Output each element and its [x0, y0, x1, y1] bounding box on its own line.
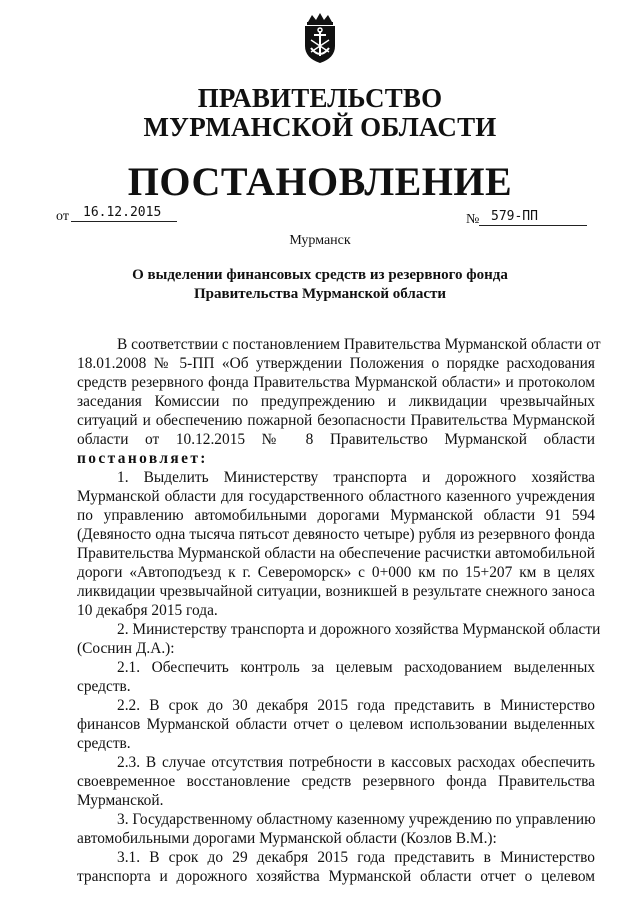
body-line: финансов Мурманской области отчет о целевом использовании выделенных	[77, 716, 595, 733]
body-line: 10 декабря 2015 года.	[77, 602, 218, 619]
subject-line1: О выделении финансовых средств из резервного фонда	[132, 267, 508, 283]
document-type-title: ПОСТАНОВЛЕНИЕ	[127, 159, 513, 204]
body-line: по управлению автомобильными дорогами Мурманской области 91 594	[77, 507, 595, 524]
body-line: (Соснин Д.А.):	[77, 640, 175, 657]
murmansk-coat-of-arms-icon	[300, 12, 340, 64]
subject-line2: Правительства Мурманской области	[193, 286, 447, 302]
body-line: 2.3. В случае отсутствия потребности в кассовых расходах обеспечить	[117, 754, 595, 771]
body-line: области от 10.12.2015 № 8 Правительство Мурманской области	[77, 431, 595, 448]
body-line: 3.1. В срок до 29 декабря 2015 года представить в Министерство	[117, 849, 595, 866]
body-line: Правительства Мурманской области на обеспечение расчистки автомобильной	[77, 545, 595, 562]
date-value: 16.12.2015	[71, 205, 177, 222]
body-line: (Девяносто одна тысяча пятьсот девяносто четыре) рубля из резервного фонда	[77, 526, 595, 543]
body-line: транспорта и дорожного хозяйства Мурманской области отчет о целевом	[77, 868, 595, 885]
body-line: своевременное восстановление средств резервного фонда Правительства	[77, 773, 595, 790]
body-line: 3. Государственному областному казенному учреждению по управлению	[117, 811, 596, 828]
body-line: ликвидации чрезвычайной ситуации, возникшей в результате снежного заноса	[77, 583, 595, 600]
city-name: Мурманск	[289, 233, 351, 248]
body-line: дороги «Автоподъезд к г. Североморск» с 0+000 км по 15+207 км в целях	[77, 564, 595, 581]
body-line: Мурманской области для государственного областного казенного учреждения	[77, 488, 595, 505]
body-line: 2.1. Обеспечить контроль за целевым расходованием выделенных	[117, 659, 595, 676]
body-line: 2.2. В срок до 30 декабря 2015 года представить в Министерство	[117, 697, 595, 714]
body-line: автомобильными дорогами Мурманской области (Козлов В.М.):	[77, 830, 497, 847]
body-line: заседания Комиссии по предупреждению и ликвидации чрезвычайных	[77, 393, 595, 410]
body-line: 1. Выделить Министерству транспорта и дорожного хозяйства	[117, 469, 595, 486]
body-line: В соответствии с постановлением Правительства Мурманской области от	[117, 336, 601, 353]
body-line-resolves: постановляет:	[77, 450, 208, 467]
body-line: средств.	[77, 735, 131, 752]
body-line: 18.01.2008 № 5-ПП «Об утверждении Положения о порядке расходования	[77, 355, 595, 372]
body-line: средств.	[77, 678, 131, 695]
date-label: от	[56, 209, 69, 224]
number-label: №	[466, 212, 480, 227]
body-line: 2. Министерству транспорта и дорожного хозяйства Мурманской области	[117, 621, 601, 638]
body-line: средств резервного фонда Правительства Мурманской области» и протоколом	[77, 374, 595, 391]
body-line: ситуаций и обеспечению пожарной безопасности Правительства Мурманской	[77, 412, 595, 429]
document-number: 579-ПП	[479, 209, 587, 226]
government-title-line1: ПРАВИТЕЛЬСТВО	[197, 83, 443, 113]
body-line: Мурманской.	[77, 792, 164, 809]
government-title-line2: МУРМАНСКОЙ ОБЛАСТИ	[143, 112, 497, 142]
